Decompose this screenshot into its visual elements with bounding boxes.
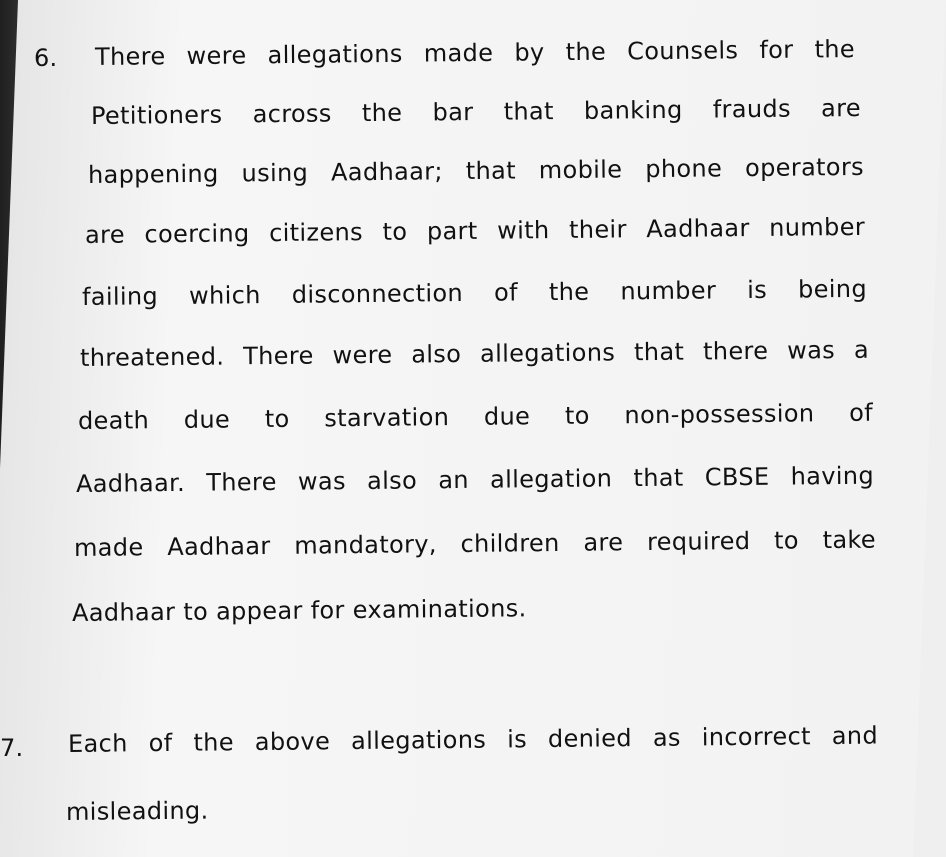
paragraph-line: misleading. xyxy=(65,796,209,826)
paragraph-line: happening using Aadhaar; that mobile phone operators xyxy=(87,152,865,189)
paragraph-line: Petitioners across the bar that banking frauds are xyxy=(90,93,862,130)
paragraph-line: death due to starvation due to non-possession of xyxy=(77,398,874,435)
paragraph-line: Each of the above allegations is denied as incorrect and xyxy=(67,721,879,758)
paragraph-line: There were allegations made by the Counsels for the xyxy=(94,35,856,71)
paragraph-line: are coercing citizens to part with their Aadhaar number xyxy=(84,212,866,249)
paragraph-number: 6. xyxy=(34,44,58,72)
paragraph-line: Aadhaar to appear for examinations. xyxy=(71,594,527,627)
paragraph-line: Aadhaar. There was also an allegation that CBSE having xyxy=(75,461,875,498)
paragraph-line: made Aadhaar mandatory, children are required to take xyxy=(73,525,877,562)
paragraph-line: threatened. There were also allegations that there was a xyxy=(79,335,870,372)
paragraph-number: 7. xyxy=(0,734,24,762)
paragraph-line: failing which disconnection of the number is being xyxy=(81,274,868,311)
